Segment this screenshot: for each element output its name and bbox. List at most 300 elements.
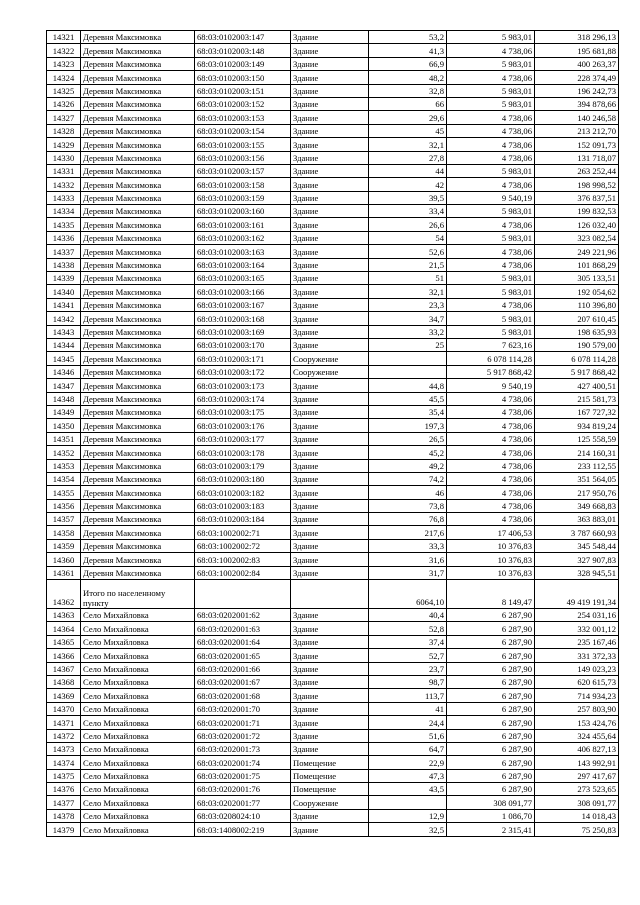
- table-row: [47, 769, 619, 782]
- locality-cell: Деревня Максимовка: [81, 526, 195, 539]
- unit-value-cell: 6 287,90: [447, 756, 535, 769]
- unit-value-cell: 4 738,06: [447, 419, 535, 432]
- locality-cell: Село Михайловка: [81, 716, 195, 729]
- unit-value-cell: 4 738,06: [447, 111, 535, 124]
- unit-value-cell: 6 287,90: [447, 649, 535, 662]
- object-type-cell: Здание: [291, 124, 369, 137]
- unit-value-cell: 8 149,47: [447, 580, 535, 609]
- cadastral-value-cell: 349 668,83: [535, 499, 619, 512]
- area-cell: 22,9: [369, 756, 447, 769]
- object-type-cell: Здание: [291, 635, 369, 648]
- table-row: [47, 459, 619, 472]
- cadastral-number-cell: 68:03:0102003:160: [195, 205, 291, 218]
- area-cell: 26,5: [369, 432, 447, 445]
- object-type-cell: Здание: [291, 702, 369, 715]
- table-row: [47, 716, 619, 729]
- object-type-cell: Здание: [291, 258, 369, 271]
- cadastral-number-cell: 68:03:0102003:180: [195, 472, 291, 485]
- object-type-cell: Здание: [291, 405, 369, 418]
- row-number-cell: 14368: [47, 675, 81, 688]
- row-number-cell: 14356: [47, 499, 81, 512]
- locality-cell: Деревня Максимовка: [81, 272, 195, 285]
- area-cell: 51: [369, 272, 447, 285]
- cadastral-number-cell: 68:03:0102003:178: [195, 446, 291, 459]
- object-type-cell: Здание: [291, 729, 369, 742]
- row-number-cell: 14367: [47, 662, 81, 675]
- table-row: [47, 499, 619, 512]
- unit-value-cell: 4 738,06: [447, 392, 535, 405]
- table-row: [47, 151, 619, 164]
- cadastral-value-cell: 400 263,37: [535, 57, 619, 70]
- area-cell: 27,8: [369, 151, 447, 164]
- table-row: [47, 138, 619, 151]
- locality-cell: Деревня Максимовка: [81, 379, 195, 392]
- table-row: [47, 298, 619, 311]
- row-number-cell: 14350: [47, 419, 81, 432]
- locality-cell: Деревня Максимовка: [81, 178, 195, 191]
- object-type-cell: Здание: [291, 472, 369, 485]
- object-type-cell: Здание: [291, 31, 369, 44]
- row-number-cell: 14330: [47, 151, 81, 164]
- cadastral-number-cell: 68:03:0102003:152: [195, 97, 291, 110]
- cadastral-value-cell: 101 868,29: [535, 258, 619, 271]
- cadastral-value-cell: 394 878,66: [535, 97, 619, 110]
- row-number-cell: 14371: [47, 716, 81, 729]
- area-cell: 49,2: [369, 459, 447, 472]
- row-number-cell: 14373: [47, 742, 81, 755]
- unit-value-cell: 10 376,83: [447, 566, 535, 579]
- unit-value-cell: 4 738,06: [447, 44, 535, 57]
- cadastral-number-cell: 68:03:0102003:174: [195, 392, 291, 405]
- locality-cell: Деревня Максимовка: [81, 258, 195, 271]
- area-cell: 31,7: [369, 566, 447, 579]
- locality-cell: Деревня Максимовка: [81, 218, 195, 231]
- row-number-cell: 14349: [47, 405, 81, 418]
- locality-cell: Деревня Максимовка: [81, 44, 195, 57]
- cadastral-number-cell: 68:03:0102003:153: [195, 111, 291, 124]
- locality-cell: Деревня Максимовка: [81, 553, 195, 566]
- table-row: [47, 338, 619, 351]
- cadastral-number-cell: 68:03:0202001:64: [195, 635, 291, 648]
- area-cell: 43,5: [369, 783, 447, 796]
- locality-cell: Село Михайловка: [81, 622, 195, 635]
- cadastral-value-cell: 934 819,24: [535, 419, 619, 432]
- cadastral-number-cell: 68:03:0102003:161: [195, 218, 291, 231]
- table-row: [47, 245, 619, 258]
- area-cell: 47,3: [369, 769, 447, 782]
- area-cell: [369, 796, 447, 809]
- unit-value-cell: 6 287,90: [447, 702, 535, 715]
- locality-cell: Деревня Максимовка: [81, 432, 195, 445]
- table-row: [47, 325, 619, 338]
- table-row: [47, 756, 619, 769]
- table-row: [47, 809, 619, 822]
- cadastral-number-cell: 68:03:0202001:66: [195, 662, 291, 675]
- cadastral-number-cell: 68:03:0102003:179: [195, 459, 291, 472]
- locality-cell: Село Михайловка: [81, 702, 195, 715]
- locality-cell: Деревня Максимовка: [81, 111, 195, 124]
- table-row: [47, 675, 619, 688]
- table-row: [47, 191, 619, 204]
- cadastral-number-cell: 68:03:0102003:155: [195, 138, 291, 151]
- unit-value-cell: 5 983,01: [447, 272, 535, 285]
- table-row: [47, 702, 619, 715]
- area-cell: 24,4: [369, 716, 447, 729]
- area-cell: 26,6: [369, 218, 447, 231]
- cadastral-number-cell: 68:03:0102003:167: [195, 298, 291, 311]
- cadastral-value-cell: 140 246,58: [535, 111, 619, 124]
- object-type-cell: Здание: [291, 84, 369, 97]
- cadastral-value-cell: 198 998,52: [535, 178, 619, 191]
- cadastral-value-cell: 323 082,54: [535, 231, 619, 244]
- table-row: [47, 365, 619, 378]
- object-type-cell: Здание: [291, 231, 369, 244]
- table-row: [47, 379, 619, 392]
- unit-value-cell: 5 983,01: [447, 325, 535, 338]
- cadastral-value-cell: 254 031,16: [535, 609, 619, 622]
- locality-cell: Деревня Максимовка: [81, 338, 195, 351]
- locality-cell: Деревня Максимовка: [81, 365, 195, 378]
- table-row: [47, 539, 619, 552]
- object-type-cell: Здание: [291, 178, 369, 191]
- cadastral-number-cell: 68:03:1002002:83: [195, 553, 291, 566]
- object-type-cell: Здание: [291, 566, 369, 579]
- unit-value-cell: 6 287,90: [447, 769, 535, 782]
- object-type-cell: Здание: [291, 111, 369, 124]
- unit-value-cell: 4 738,06: [447, 499, 535, 512]
- cadastral-value-cell: 152 091,73: [535, 138, 619, 151]
- row-number-cell: 14322: [47, 44, 81, 57]
- table-total-row: [47, 580, 619, 609]
- object-type-cell: Здание: [291, 675, 369, 688]
- row-number-cell: 14364: [47, 622, 81, 635]
- cadastral-value-cell: 153 424,76: [535, 716, 619, 729]
- object-type-cell: Здание: [291, 742, 369, 755]
- cadastral-number-cell: 68:03:0202001:72: [195, 729, 291, 742]
- table-body: [47, 31, 619, 837]
- locality-cell: Деревня Максимовка: [81, 419, 195, 432]
- cadastral-number-cell: 68:03:0102003:170: [195, 338, 291, 351]
- table-row: [47, 526, 619, 539]
- table-row: [47, 272, 619, 285]
- cadastral-value-cell: 324 455,64: [535, 729, 619, 742]
- row-number-cell: 14376: [47, 783, 81, 796]
- area-cell: 33,4: [369, 205, 447, 218]
- area-cell: 29,6: [369, 111, 447, 124]
- unit-value-cell: 9 540,19: [447, 379, 535, 392]
- object-type-cell: Здание: [291, 218, 369, 231]
- locality-cell: Деревня Максимовка: [81, 298, 195, 311]
- row-number-cell: 14370: [47, 702, 81, 715]
- locality-cell: Деревня Максимовка: [81, 539, 195, 552]
- unit-value-cell: 7 623,16: [447, 338, 535, 351]
- row-number-cell: 14338: [47, 258, 81, 271]
- area-cell: 51,6: [369, 729, 447, 742]
- locality-cell: Деревня Максимовка: [81, 566, 195, 579]
- object-type-cell: Здание: [291, 622, 369, 635]
- row-number-cell: 14358: [47, 526, 81, 539]
- cadastral-number-cell: 68:03:0102003:158: [195, 178, 291, 191]
- cadastral-value-cell: 198 635,93: [535, 325, 619, 338]
- area-cell: 76,8: [369, 513, 447, 526]
- cadastral-value-cell: 249 221,96: [535, 245, 619, 258]
- object-type-cell: Здание: [291, 191, 369, 204]
- unit-value-cell: 4 738,06: [447, 513, 535, 526]
- object-type-cell: Здание: [291, 486, 369, 499]
- cadastral-number-cell: 68:03:0202001:73: [195, 742, 291, 755]
- unit-value-cell: 4 738,06: [447, 71, 535, 84]
- area-cell: 40,4: [369, 609, 447, 622]
- object-type-cell: Здание: [291, 272, 369, 285]
- cadastral-value-cell: 6 078 114,28: [535, 352, 619, 365]
- object-type-cell: Здание: [291, 716, 369, 729]
- locality-cell: Деревня Максимовка: [81, 405, 195, 418]
- cadastral-value-cell: 327 907,83: [535, 553, 619, 566]
- cadastral-number-cell: 68:03:0102003:159: [195, 191, 291, 204]
- cadastral-number-cell: 68:03:1002002:84: [195, 566, 291, 579]
- unit-value-cell: 9 540,19: [447, 191, 535, 204]
- cadastral-value-cell: 363 883,01: [535, 513, 619, 526]
- locality-cell: Деревня Максимовка: [81, 312, 195, 325]
- locality-cell: Село Михайловка: [81, 809, 195, 822]
- row-number-cell: 14359: [47, 539, 81, 552]
- area-cell: 42: [369, 178, 447, 191]
- object-type-cell: Здание: [291, 432, 369, 445]
- cadastral-number-cell: 68:03:0202001:71: [195, 716, 291, 729]
- object-type-cell: Здание: [291, 649, 369, 662]
- cadastral-number-cell: 68:03:0102003:150: [195, 71, 291, 84]
- cadastral-value-cell: 217 950,76: [535, 486, 619, 499]
- cadastral-value-cell: 328 945,51: [535, 566, 619, 579]
- cadastral-number-cell: 68:03:0102003:148: [195, 44, 291, 57]
- locality-cell: Деревня Максимовка: [81, 97, 195, 110]
- object-type-cell: Сооружение: [291, 352, 369, 365]
- table-row: [47, 419, 619, 432]
- unit-value-cell: 10 376,83: [447, 539, 535, 552]
- object-type-cell: Здание: [291, 298, 369, 311]
- cadastral-number-cell: 68:03:0202001:70: [195, 702, 291, 715]
- row-number-cell: 14342: [47, 312, 81, 325]
- cadastral-value-cell: 427 400,51: [535, 379, 619, 392]
- area-cell: 23,3: [369, 298, 447, 311]
- row-number-cell: 14326: [47, 97, 81, 110]
- locality-cell: Деревня Максимовка: [81, 499, 195, 512]
- area-cell: 54: [369, 231, 447, 244]
- cadastral-number-cell: 68:03:0102003:176: [195, 419, 291, 432]
- area-cell: 32,8: [369, 84, 447, 97]
- locality-cell: Деревня Максимовка: [81, 231, 195, 244]
- area-cell: 52,6: [369, 245, 447, 258]
- unit-value-cell: 6 287,90: [447, 635, 535, 648]
- locality-cell: Село Михайловка: [81, 823, 195, 836]
- area-cell: 217,6: [369, 526, 447, 539]
- table-row: [47, 258, 619, 271]
- unit-value-cell: 17 406,53: [447, 526, 535, 539]
- locality-cell: Село Михайловка: [81, 769, 195, 782]
- area-cell: 52,8: [369, 622, 447, 635]
- row-number-cell: 14343: [47, 325, 81, 338]
- row-number-cell: 14372: [47, 729, 81, 742]
- unit-value-cell: 4 738,06: [447, 138, 535, 151]
- area-cell: 44: [369, 164, 447, 177]
- area-cell: 32,5: [369, 823, 447, 836]
- cadastral-value-cell: 143 992,91: [535, 756, 619, 769]
- row-number-cell: 14355: [47, 486, 81, 499]
- object-type-cell: Здание: [291, 539, 369, 552]
- locality-cell: Деревня Максимовка: [81, 245, 195, 258]
- table-row: [47, 513, 619, 526]
- cadastral-value-cell: 110 396,80: [535, 298, 619, 311]
- object-type-cell: Здание: [291, 44, 369, 57]
- unit-value-cell: 5 983,01: [447, 84, 535, 97]
- area-cell: 12,9: [369, 809, 447, 822]
- cadastral-value-cell: 714 934,23: [535, 689, 619, 702]
- cadastral-number-cell: 68:03:1002002:72: [195, 539, 291, 552]
- table-row: [47, 31, 619, 44]
- cadastral-value-cell: 75 250,83: [535, 823, 619, 836]
- row-number-cell: 14345: [47, 352, 81, 365]
- table-row: [47, 392, 619, 405]
- cadastral-number-cell: 68:03:0102003:171: [195, 352, 291, 365]
- area-cell: 21,5: [369, 258, 447, 271]
- row-number-cell: 14366: [47, 649, 81, 662]
- row-number-cell: 14363: [47, 609, 81, 622]
- object-type-cell: Помещение: [291, 769, 369, 782]
- locality-cell: Деревня Максимовка: [81, 31, 195, 44]
- cadastral-number-cell: 68:03:0202001:65: [195, 649, 291, 662]
- cadastral-value-cell: 318 296,13: [535, 31, 619, 44]
- cadastral-number-cell: 68:03:0102003:175: [195, 405, 291, 418]
- cadastral-number-cell: 68:03:0102003:183: [195, 499, 291, 512]
- row-number-cell: 14337: [47, 245, 81, 258]
- object-type-cell: Помещение: [291, 756, 369, 769]
- unit-value-cell: 10 376,83: [447, 553, 535, 566]
- cadastral-value-cell: 213 212,70: [535, 124, 619, 137]
- unit-value-cell: 4 738,06: [447, 258, 535, 271]
- area-cell: 33,3: [369, 539, 447, 552]
- cadastral-value-cell: 149 023,23: [535, 662, 619, 675]
- cadastral-value-cell: 235 167,46: [535, 635, 619, 648]
- area-cell: 35,4: [369, 405, 447, 418]
- unit-value-cell: 4 738,06: [447, 432, 535, 445]
- unit-value-cell: 6 287,90: [447, 716, 535, 729]
- object-type-cell: Здание: [291, 662, 369, 675]
- area-cell: 98,7: [369, 675, 447, 688]
- cadastral-number-cell: 68:03:0102003:173: [195, 379, 291, 392]
- cadastral-number-cell: 68:03:0102003:177: [195, 432, 291, 445]
- row-number-cell: 14365: [47, 635, 81, 648]
- row-number-cell: 14354: [47, 472, 81, 485]
- row-number-cell: 14323: [47, 57, 81, 70]
- cadastral-number-cell: 68:03:1408002:219: [195, 823, 291, 836]
- locality-cell: Деревня Максимовка: [81, 352, 195, 365]
- object-type-cell: Здание: [291, 312, 369, 325]
- unit-value-cell: 4 738,06: [447, 124, 535, 137]
- area-cell: 37,4: [369, 635, 447, 648]
- unit-value-cell: 6 287,90: [447, 742, 535, 755]
- area-cell: 74,2: [369, 472, 447, 485]
- unit-value-cell: 4 738,06: [447, 245, 535, 258]
- locality-cell: Деревня Максимовка: [81, 392, 195, 405]
- row-number-cell: 14374: [47, 756, 81, 769]
- unit-value-cell: 5 983,01: [447, 285, 535, 298]
- cadastral-number-cell: [195, 580, 291, 609]
- cadastral-number-cell: 68:03:0202001:77: [195, 796, 291, 809]
- row-number-cell: 14335: [47, 218, 81, 231]
- cadastral-number-cell: 68:03:0102003:166: [195, 285, 291, 298]
- area-cell: 113,7: [369, 689, 447, 702]
- row-number-cell: 14346: [47, 365, 81, 378]
- cadastral-value-cell: 351 564,05: [535, 472, 619, 485]
- object-type-cell: Здание: [291, 499, 369, 512]
- table-row: [47, 57, 619, 70]
- row-number-cell: 14341: [47, 298, 81, 311]
- object-type-cell: Сооружение: [291, 796, 369, 809]
- cadastral-number-cell: 68:03:0102003:156: [195, 151, 291, 164]
- locality-cell: Итого по населенному пункту: [81, 580, 195, 609]
- cadastral-value-cell: 5 917 868,42: [535, 365, 619, 378]
- row-number-cell: 14321: [47, 31, 81, 44]
- cadastral-number-cell: 68:03:0102003:172: [195, 365, 291, 378]
- unit-value-cell: 5 983,01: [447, 57, 535, 70]
- row-number-cell: 14357: [47, 513, 81, 526]
- cadastral-value-cell: 49 419 191,34: [535, 580, 619, 609]
- row-number-cell: 14353: [47, 459, 81, 472]
- cadastral-number-cell: 68:03:0102003:157: [195, 164, 291, 177]
- area-cell: 32,1: [369, 138, 447, 151]
- row-number-cell: 14328: [47, 124, 81, 137]
- area-cell: 48,2: [369, 71, 447, 84]
- table-row: [47, 553, 619, 566]
- unit-value-cell: 6 078 114,28: [447, 352, 535, 365]
- row-number-cell: 14378: [47, 809, 81, 822]
- table-row: [47, 796, 619, 809]
- unit-value-cell: 5 917 868,42: [447, 365, 535, 378]
- area-cell: 197,3: [369, 419, 447, 432]
- unit-value-cell: 5 983,01: [447, 312, 535, 325]
- object-type-cell: Здание: [291, 138, 369, 151]
- cadastral-value-cell: 305 133,51: [535, 272, 619, 285]
- object-type-cell: [291, 580, 369, 609]
- cadastral-number-cell: 68:03:0102003:147: [195, 31, 291, 44]
- table-row: [47, 566, 619, 579]
- unit-value-cell: 4 738,06: [447, 486, 535, 499]
- cadastral-value-cell: 207 610,45: [535, 312, 619, 325]
- table-row: [47, 472, 619, 485]
- unit-value-cell: 6 287,90: [447, 783, 535, 796]
- row-number-cell: 14325: [47, 84, 81, 97]
- table-row: [47, 486, 619, 499]
- cadastral-value-cell: 3 787 660,93: [535, 526, 619, 539]
- unit-value-cell: 4 738,06: [447, 151, 535, 164]
- unit-value-cell: 4 738,06: [447, 446, 535, 459]
- locality-cell: Деревня Максимовка: [81, 459, 195, 472]
- row-number-cell: 14379: [47, 823, 81, 836]
- locality-cell: Деревня Максимовка: [81, 151, 195, 164]
- table-row: [47, 729, 619, 742]
- locality-cell: Деревня Максимовка: [81, 325, 195, 338]
- table-row: [47, 446, 619, 459]
- cadastral-value-cell: 308 091,77: [535, 796, 619, 809]
- locality-cell: Деревня Максимовка: [81, 138, 195, 151]
- object-type-cell: Здание: [291, 151, 369, 164]
- unit-value-cell: 6 287,90: [447, 675, 535, 688]
- locality-cell: Село Михайловка: [81, 756, 195, 769]
- unit-value-cell: 5 983,01: [447, 31, 535, 44]
- row-number-cell: 14329: [47, 138, 81, 151]
- object-type-cell: Здание: [291, 459, 369, 472]
- locality-cell: Деревня Максимовка: [81, 57, 195, 70]
